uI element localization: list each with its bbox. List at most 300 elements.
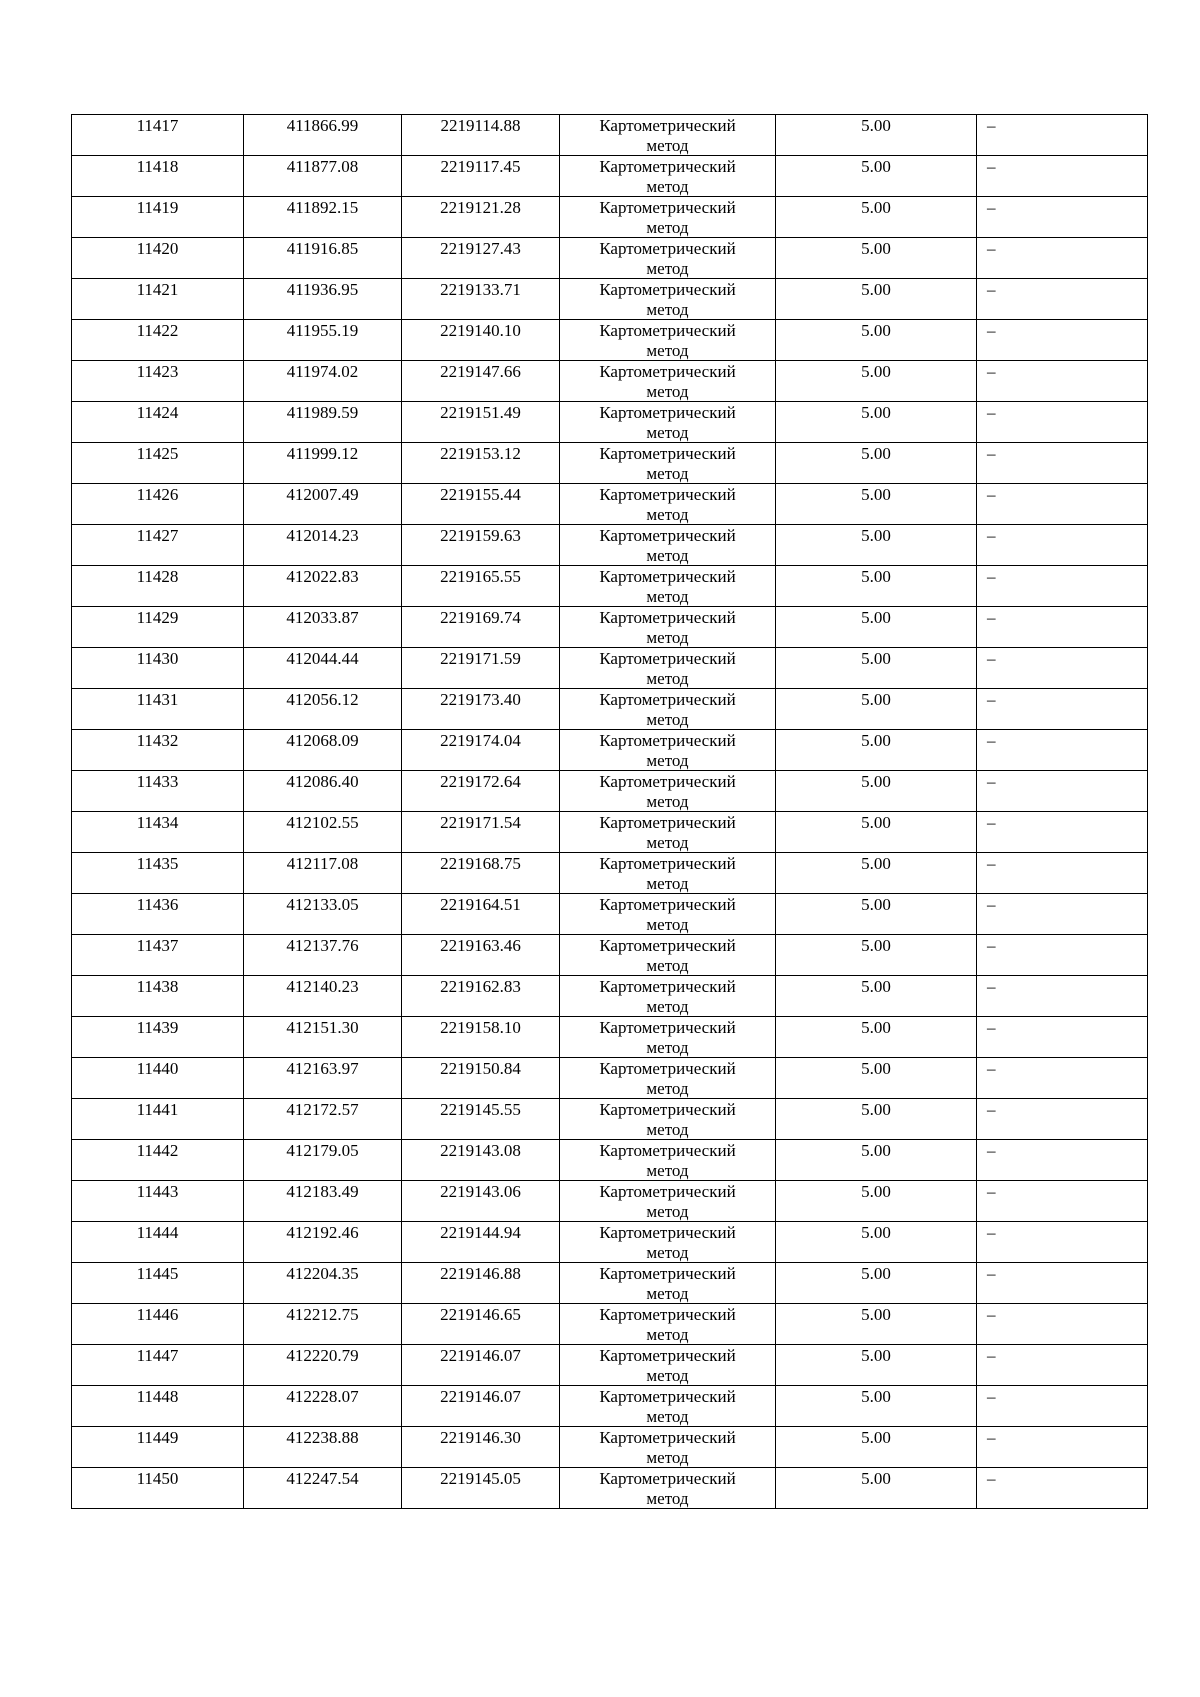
x-coordinate-cell: 412133.05 bbox=[244, 894, 402, 935]
method-cell bbox=[560, 607, 776, 648]
table-row bbox=[72, 525, 1148, 566]
table-row bbox=[72, 156, 1148, 197]
x-coordinate-cell: 411936.95 bbox=[244, 279, 402, 320]
y-coordinate-cell: 2219144.94 bbox=[402, 1222, 560, 1263]
method-line-2: метод bbox=[646, 586, 689, 606]
y-coordinate-cell: 2219117.45 bbox=[402, 156, 560, 197]
point-number-cell: 11430 bbox=[72, 648, 244, 689]
method-line-2: метод bbox=[646, 422, 689, 442]
method-line-1: Картометрический bbox=[599, 895, 736, 914]
x-coordinate-cell: 412179.05 bbox=[244, 1140, 402, 1181]
method-line-2: метод bbox=[646, 1447, 689, 1467]
note-cell: – bbox=[977, 402, 1148, 443]
table-row bbox=[72, 197, 1148, 238]
note-cell: – bbox=[977, 648, 1148, 689]
method-cell bbox=[560, 812, 776, 853]
note-cell: – bbox=[977, 812, 1148, 853]
method-cell bbox=[560, 197, 776, 238]
y-coordinate-cell: 2219173.40 bbox=[402, 689, 560, 730]
table-row bbox=[72, 771, 1148, 812]
note-cell: – bbox=[977, 1222, 1148, 1263]
method-cell bbox=[560, 894, 776, 935]
method-cell bbox=[560, 566, 776, 607]
method-line-2: метод bbox=[646, 668, 689, 688]
point-number-cell: 11435 bbox=[72, 853, 244, 894]
method-line-2: метод bbox=[646, 1201, 689, 1221]
y-coordinate-cell: 2219171.54 bbox=[402, 812, 560, 853]
point-number-cell: 11431 bbox=[72, 689, 244, 730]
x-coordinate-cell: 412044.44 bbox=[244, 648, 402, 689]
table-row bbox=[72, 853, 1148, 894]
table-row bbox=[72, 1468, 1148, 1509]
note-cell: – bbox=[977, 1058, 1148, 1099]
y-coordinate-cell: 2219169.74 bbox=[402, 607, 560, 648]
point-number-cell: 11442 bbox=[72, 1140, 244, 1181]
table-row bbox=[72, 1386, 1148, 1427]
note-cell: – bbox=[977, 771, 1148, 812]
table-row bbox=[72, 115, 1148, 156]
note-cell: – bbox=[977, 238, 1148, 279]
x-coordinate-cell: 412183.49 bbox=[244, 1181, 402, 1222]
y-coordinate-cell: 2219171.59 bbox=[402, 648, 560, 689]
y-coordinate-cell: 2219165.55 bbox=[402, 566, 560, 607]
point-number-cell: 11448 bbox=[72, 1386, 244, 1427]
point-number-cell: 11417 bbox=[72, 115, 244, 156]
accuracy-cell: 5.00 bbox=[776, 689, 977, 730]
y-coordinate-cell: 2219162.83 bbox=[402, 976, 560, 1017]
x-coordinate-cell: 412238.88 bbox=[244, 1427, 402, 1468]
method-cell bbox=[560, 361, 776, 402]
note-cell: – bbox=[977, 279, 1148, 320]
method-line-1: Картометрический bbox=[599, 936, 736, 955]
accuracy-cell: 5.00 bbox=[776, 1263, 977, 1304]
accuracy-cell: 5.00 bbox=[776, 484, 977, 525]
method-line-1: Картометрический bbox=[599, 444, 736, 463]
note-cell: – bbox=[977, 484, 1148, 525]
note-cell: – bbox=[977, 1017, 1148, 1058]
method-cell bbox=[560, 648, 776, 689]
point-number-cell: 11424 bbox=[72, 402, 244, 443]
point-number-cell: 11438 bbox=[72, 976, 244, 1017]
method-line-2: метод bbox=[646, 340, 689, 360]
method-cell bbox=[560, 730, 776, 771]
method-line-2: метод bbox=[646, 914, 689, 934]
table-row bbox=[72, 894, 1148, 935]
x-coordinate-cell: 412212.75 bbox=[244, 1304, 402, 1345]
method-line-1: Картометрический bbox=[599, 116, 736, 135]
method-line-2: метод bbox=[646, 1119, 689, 1139]
point-number-cell: 11433 bbox=[72, 771, 244, 812]
method-line-2: метод bbox=[646, 791, 689, 811]
method-line-2: метод bbox=[646, 873, 689, 893]
point-number-cell: 11443 bbox=[72, 1181, 244, 1222]
accuracy-cell: 5.00 bbox=[776, 525, 977, 566]
accuracy-cell: 5.00 bbox=[776, 607, 977, 648]
method-line-1: Картометрический bbox=[599, 1059, 736, 1078]
method-cell bbox=[560, 1427, 776, 1468]
method-line-1: Картометрический bbox=[599, 239, 736, 258]
method-line-2: метод bbox=[646, 709, 689, 729]
note-cell: – bbox=[977, 443, 1148, 484]
method-line-2: метод bbox=[646, 627, 689, 647]
table-row bbox=[72, 566, 1148, 607]
y-coordinate-cell: 2219121.28 bbox=[402, 197, 560, 238]
table-row bbox=[72, 812, 1148, 853]
method-cell bbox=[560, 156, 776, 197]
method-line-1: Картометрический bbox=[599, 1141, 736, 1160]
method-line-2: метод bbox=[646, 1242, 689, 1262]
x-coordinate-cell: 411866.99 bbox=[244, 115, 402, 156]
method-line-1: Картометрический bbox=[599, 1387, 736, 1406]
point-number-cell: 11440 bbox=[72, 1058, 244, 1099]
method-line-1: Картометрический bbox=[599, 526, 736, 545]
note-cell: – bbox=[977, 894, 1148, 935]
y-coordinate-cell: 2219127.43 bbox=[402, 238, 560, 279]
method-line-2: метод bbox=[646, 1365, 689, 1385]
point-number-cell: 11426 bbox=[72, 484, 244, 525]
method-line-2: метод bbox=[646, 1160, 689, 1180]
method-cell bbox=[560, 1386, 776, 1427]
table-row bbox=[72, 361, 1148, 402]
note-cell: – bbox=[977, 156, 1148, 197]
method-line-1: Картометрический bbox=[599, 567, 736, 586]
method-cell bbox=[560, 1181, 776, 1222]
note-cell: – bbox=[977, 361, 1148, 402]
method-line-1: Картометрический bbox=[599, 1428, 736, 1447]
accuracy-cell: 5.00 bbox=[776, 1099, 977, 1140]
point-number-cell: 11449 bbox=[72, 1427, 244, 1468]
x-coordinate-cell: 412102.55 bbox=[244, 812, 402, 853]
table-row bbox=[72, 1427, 1148, 1468]
method-cell bbox=[560, 1222, 776, 1263]
y-coordinate-cell: 2219146.07 bbox=[402, 1345, 560, 1386]
table-row bbox=[72, 607, 1148, 648]
method-cell bbox=[560, 443, 776, 484]
coordinates-table-body bbox=[72, 115, 1148, 1509]
x-coordinate-cell: 412022.83 bbox=[244, 566, 402, 607]
accuracy-cell: 5.00 bbox=[776, 238, 977, 279]
note-cell: – bbox=[977, 525, 1148, 566]
accuracy-cell: 5.00 bbox=[776, 1181, 977, 1222]
table-row bbox=[72, 1140, 1148, 1181]
y-coordinate-cell: 2219145.05 bbox=[402, 1468, 560, 1509]
note-cell: – bbox=[977, 320, 1148, 361]
y-coordinate-cell: 2219159.63 bbox=[402, 525, 560, 566]
point-number-cell: 11429 bbox=[72, 607, 244, 648]
x-coordinate-cell: 412014.23 bbox=[244, 525, 402, 566]
x-coordinate-cell: 412172.57 bbox=[244, 1099, 402, 1140]
accuracy-cell: 5.00 bbox=[776, 976, 977, 1017]
y-coordinate-cell: 2219146.88 bbox=[402, 1263, 560, 1304]
method-line-2: метод bbox=[646, 217, 689, 237]
method-line-1: Картометрический bbox=[599, 813, 736, 832]
x-coordinate-cell: 412151.30 bbox=[244, 1017, 402, 1058]
accuracy-cell: 5.00 bbox=[776, 648, 977, 689]
x-coordinate-cell: 411892.15 bbox=[244, 197, 402, 238]
y-coordinate-cell: 2219146.30 bbox=[402, 1427, 560, 1468]
x-coordinate-cell: 412140.23 bbox=[244, 976, 402, 1017]
note-cell: – bbox=[977, 1263, 1148, 1304]
method-cell bbox=[560, 976, 776, 1017]
accuracy-cell: 5.00 bbox=[776, 1304, 977, 1345]
y-coordinate-cell: 2219172.64 bbox=[402, 771, 560, 812]
method-line-1: Картометрический bbox=[599, 772, 736, 791]
note-cell: – bbox=[977, 1345, 1148, 1386]
method-line-2: метод bbox=[646, 1078, 689, 1098]
method-cell bbox=[560, 1099, 776, 1140]
table-row bbox=[72, 1181, 1148, 1222]
point-number-cell: 11441 bbox=[72, 1099, 244, 1140]
point-number-cell: 11419 bbox=[72, 197, 244, 238]
x-coordinate-cell: 412117.08 bbox=[244, 853, 402, 894]
note-cell: – bbox=[977, 1427, 1148, 1468]
method-line-1: Картометрический bbox=[599, 649, 736, 668]
accuracy-cell: 5.00 bbox=[776, 812, 977, 853]
point-number-cell: 11425 bbox=[72, 443, 244, 484]
x-coordinate-cell: 412247.54 bbox=[244, 1468, 402, 1509]
x-coordinate-cell: 412007.49 bbox=[244, 484, 402, 525]
method-cell bbox=[560, 689, 776, 730]
method-line-1: Картометрический bbox=[599, 690, 736, 709]
note-cell: – bbox=[977, 853, 1148, 894]
table-row bbox=[72, 402, 1148, 443]
method-line-2: метод bbox=[646, 504, 689, 524]
point-number-cell: 11434 bbox=[72, 812, 244, 853]
note-cell: – bbox=[977, 976, 1148, 1017]
method-line-1: Картометрический bbox=[599, 198, 736, 217]
accuracy-cell: 5.00 bbox=[776, 935, 977, 976]
method-line-2: метод bbox=[646, 381, 689, 401]
table-row bbox=[72, 1304, 1148, 1345]
method-cell bbox=[560, 771, 776, 812]
method-line-1: Картометрический bbox=[599, 485, 736, 504]
table-row bbox=[72, 279, 1148, 320]
method-cell bbox=[560, 115, 776, 156]
x-coordinate-cell: 412033.87 bbox=[244, 607, 402, 648]
point-number-cell: 11427 bbox=[72, 525, 244, 566]
method-line-2: метод bbox=[646, 1324, 689, 1344]
accuracy-cell: 5.00 bbox=[776, 1017, 977, 1058]
accuracy-cell: 5.00 bbox=[776, 156, 977, 197]
accuracy-cell: 5.00 bbox=[776, 279, 977, 320]
note-cell: – bbox=[977, 1099, 1148, 1140]
y-coordinate-cell: 2219174.04 bbox=[402, 730, 560, 771]
point-number-cell: 11444 bbox=[72, 1222, 244, 1263]
point-number-cell: 11421 bbox=[72, 279, 244, 320]
table-row bbox=[72, 1058, 1148, 1099]
method-line-1: Картометрический bbox=[599, 854, 736, 873]
method-cell bbox=[560, 279, 776, 320]
x-coordinate-cell: 411989.59 bbox=[244, 402, 402, 443]
method-line-1: Картометрический bbox=[599, 1018, 736, 1037]
point-number-cell: 11439 bbox=[72, 1017, 244, 1058]
accuracy-cell: 5.00 bbox=[776, 443, 977, 484]
note-cell: – bbox=[977, 689, 1148, 730]
accuracy-cell: 5.00 bbox=[776, 197, 977, 238]
method-line-2: метод bbox=[646, 750, 689, 770]
x-coordinate-cell: 412220.79 bbox=[244, 1345, 402, 1386]
point-number-cell: 11423 bbox=[72, 361, 244, 402]
method-cell bbox=[560, 1345, 776, 1386]
y-coordinate-cell: 2219150.84 bbox=[402, 1058, 560, 1099]
accuracy-cell: 5.00 bbox=[776, 771, 977, 812]
accuracy-cell: 5.00 bbox=[776, 402, 977, 443]
method-line-2: метод bbox=[646, 1037, 689, 1057]
accuracy-cell: 5.00 bbox=[776, 115, 977, 156]
method-line-1: Картометрический bbox=[599, 1305, 736, 1324]
note-cell: – bbox=[977, 1140, 1148, 1181]
x-coordinate-cell: 412086.40 bbox=[244, 771, 402, 812]
note-cell: – bbox=[977, 1304, 1148, 1345]
method-line-2: метод bbox=[646, 832, 689, 852]
method-line-2: метод bbox=[646, 996, 689, 1016]
accuracy-cell: 5.00 bbox=[776, 361, 977, 402]
method-cell bbox=[560, 1058, 776, 1099]
method-cell bbox=[560, 1304, 776, 1345]
point-number-cell: 11432 bbox=[72, 730, 244, 771]
y-coordinate-cell: 2219133.71 bbox=[402, 279, 560, 320]
table-row bbox=[72, 238, 1148, 279]
accuracy-cell: 5.00 bbox=[776, 1468, 977, 1509]
table-row bbox=[72, 648, 1148, 689]
table-row bbox=[72, 976, 1148, 1017]
x-coordinate-cell: 411877.08 bbox=[244, 156, 402, 197]
x-coordinate-cell: 412228.07 bbox=[244, 1386, 402, 1427]
accuracy-cell: 5.00 bbox=[776, 1222, 977, 1263]
note-cell: – bbox=[977, 1468, 1148, 1509]
y-coordinate-cell: 2219140.10 bbox=[402, 320, 560, 361]
method-line-1: Картометрический bbox=[599, 731, 736, 750]
y-coordinate-cell: 2219151.49 bbox=[402, 402, 560, 443]
y-coordinate-cell: 2219158.10 bbox=[402, 1017, 560, 1058]
table-row bbox=[72, 1222, 1148, 1263]
x-coordinate-cell: 412163.97 bbox=[244, 1058, 402, 1099]
note-cell: – bbox=[977, 566, 1148, 607]
x-coordinate-cell: 411999.12 bbox=[244, 443, 402, 484]
method-cell bbox=[560, 402, 776, 443]
x-coordinate-cell: 411955.19 bbox=[244, 320, 402, 361]
y-coordinate-cell: 2219114.88 bbox=[402, 115, 560, 156]
x-coordinate-cell: 412137.76 bbox=[244, 935, 402, 976]
point-number-cell: 11446 bbox=[72, 1304, 244, 1345]
y-coordinate-cell: 2219155.44 bbox=[402, 484, 560, 525]
method-line-2: метод bbox=[646, 955, 689, 975]
y-coordinate-cell: 2219153.12 bbox=[402, 443, 560, 484]
method-cell bbox=[560, 484, 776, 525]
accuracy-cell: 5.00 bbox=[776, 320, 977, 361]
table-row bbox=[72, 730, 1148, 771]
method-line-2: метод bbox=[646, 299, 689, 319]
method-line-2: метод bbox=[646, 1406, 689, 1426]
note-cell: – bbox=[977, 935, 1148, 976]
note-cell: – bbox=[977, 730, 1148, 771]
accuracy-cell: 5.00 bbox=[776, 1058, 977, 1099]
method-line-2: метод bbox=[646, 135, 689, 155]
method-cell bbox=[560, 853, 776, 894]
method-cell bbox=[560, 525, 776, 566]
y-coordinate-cell: 2219143.08 bbox=[402, 1140, 560, 1181]
table-row bbox=[72, 1017, 1148, 1058]
method-cell bbox=[560, 1140, 776, 1181]
point-number-cell: 11447 bbox=[72, 1345, 244, 1386]
coordinates-table bbox=[71, 114, 1148, 1509]
method-line-1: Картометрический bbox=[599, 403, 736, 422]
accuracy-cell: 5.00 bbox=[776, 1345, 977, 1386]
y-coordinate-cell: 2219147.66 bbox=[402, 361, 560, 402]
point-number-cell: 11420 bbox=[72, 238, 244, 279]
method-line-2: метод bbox=[646, 463, 689, 483]
y-coordinate-cell: 2219146.65 bbox=[402, 1304, 560, 1345]
y-coordinate-cell: 2219146.07 bbox=[402, 1386, 560, 1427]
method-line-1: Картометрический bbox=[599, 1469, 736, 1488]
y-coordinate-cell: 2219143.06 bbox=[402, 1181, 560, 1222]
point-number-cell: 11450 bbox=[72, 1468, 244, 1509]
method-line-1: Картометрический bbox=[599, 1182, 736, 1201]
point-number-cell: 11436 bbox=[72, 894, 244, 935]
accuracy-cell: 5.00 bbox=[776, 853, 977, 894]
accuracy-cell: 5.00 bbox=[776, 1427, 977, 1468]
method-cell bbox=[560, 1263, 776, 1304]
accuracy-cell: 5.00 bbox=[776, 894, 977, 935]
method-line-1: Картометрический bbox=[599, 280, 736, 299]
y-coordinate-cell: 2219145.55 bbox=[402, 1099, 560, 1140]
table-row bbox=[72, 1099, 1148, 1140]
table-row bbox=[72, 443, 1148, 484]
y-coordinate-cell: 2219168.75 bbox=[402, 853, 560, 894]
note-cell: – bbox=[977, 1386, 1148, 1427]
method-line-1: Картометрический bbox=[599, 1100, 736, 1119]
x-coordinate-cell: 412192.46 bbox=[244, 1222, 402, 1263]
method-line-2: метод bbox=[646, 1283, 689, 1303]
method-line-2: метод bbox=[646, 545, 689, 565]
note-cell: – bbox=[977, 1181, 1148, 1222]
point-number-cell: 11422 bbox=[72, 320, 244, 361]
point-number-cell: 11437 bbox=[72, 935, 244, 976]
method-line-1: Картометрический bbox=[599, 608, 736, 627]
method-line-1: Картометрический bbox=[599, 157, 736, 176]
method-line-1: Картометрический bbox=[599, 1346, 736, 1365]
point-number-cell: 11445 bbox=[72, 1263, 244, 1304]
accuracy-cell: 5.00 bbox=[776, 566, 977, 607]
y-coordinate-cell: 2219163.46 bbox=[402, 935, 560, 976]
method-cell bbox=[560, 238, 776, 279]
point-number-cell: 11428 bbox=[72, 566, 244, 607]
x-coordinate-cell: 411916.85 bbox=[244, 238, 402, 279]
method-cell bbox=[560, 1017, 776, 1058]
table-row bbox=[72, 689, 1148, 730]
point-number-cell: 11418 bbox=[72, 156, 244, 197]
table-row bbox=[72, 1263, 1148, 1304]
accuracy-cell: 5.00 bbox=[776, 1140, 977, 1181]
method-line-1: Картометрический bbox=[599, 1223, 736, 1242]
method-line-1: Картометрический bbox=[599, 321, 736, 340]
method-cell bbox=[560, 935, 776, 976]
table-row bbox=[72, 935, 1148, 976]
method-line-2: метод bbox=[646, 258, 689, 278]
table-row bbox=[72, 320, 1148, 361]
table-row bbox=[72, 484, 1148, 525]
method-cell bbox=[560, 320, 776, 361]
x-coordinate-cell: 412056.12 bbox=[244, 689, 402, 730]
note-cell: – bbox=[977, 115, 1148, 156]
note-cell: – bbox=[977, 197, 1148, 238]
method-line-1: Картометрический bbox=[599, 977, 736, 996]
x-coordinate-cell: 411974.02 bbox=[244, 361, 402, 402]
x-coordinate-cell: 412068.09 bbox=[244, 730, 402, 771]
accuracy-cell: 5.00 bbox=[776, 1386, 977, 1427]
method-line-2: метод bbox=[646, 176, 689, 196]
method-cell bbox=[560, 1468, 776, 1509]
